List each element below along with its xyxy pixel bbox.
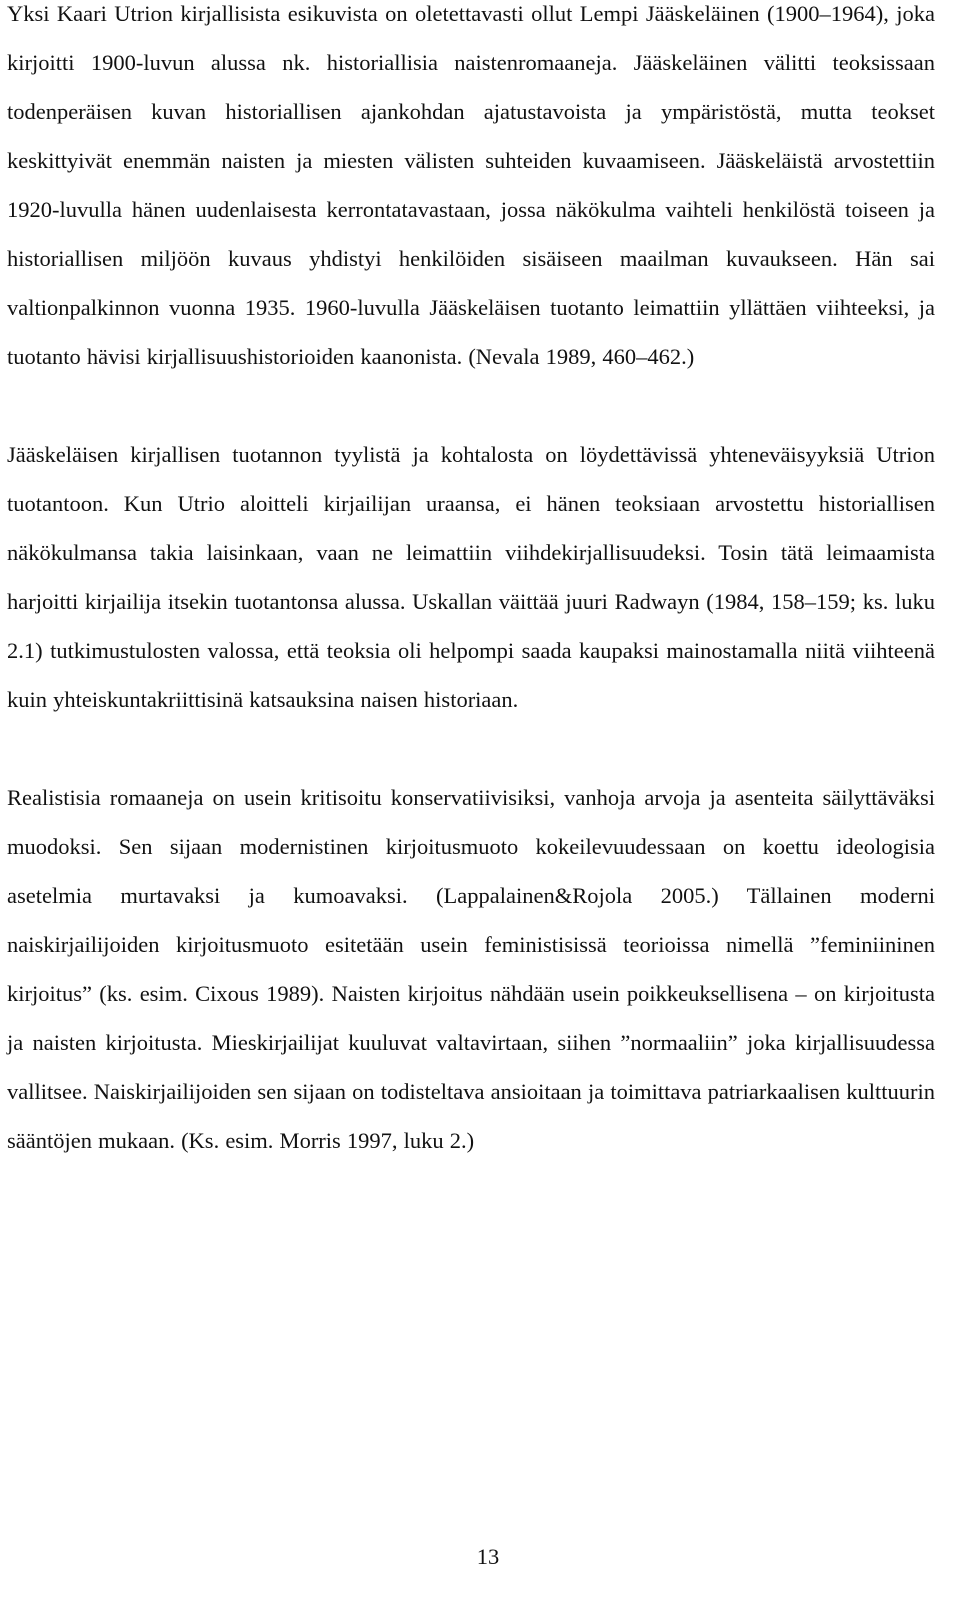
paragraph-realistic-novels: Realistisia romaaneja on usein kritisoitu konservatiivisiksi, vanhoja arvoja ja asenteita säilyttäväksi muodoksi. Sen sijaan modernistinen kirjoitusmuoto kokeilevuudessaan on koettu ideologisia asetelmia murtavaksi ja kumoavaksi. (Lappalainen&Rojola 2005.) Tällainen moderni naiskirjailijoiden kirjoitusmuoto esitetään usein feministisissä teorioissa nimellä ”feminiininen kirjoitus” (ks. esim. Cixous 1989). Naisten kirjoitus nähdään usein poikkeuksellisena – on kirjoitusta ja naisten kirjoitusta. Mieskirjailijat kuuluvat valtavirtaan, siihen ”normaaliin” joka kirjallisuudessa vallitsee. Naiskirjailijoiden sen sijaan on todisteltava ansioitaan ja toimittava patriarkaalisen kulttuurin sääntöjen mukaan. (Ks. esim. Morris 1997, luku 2.) <box>7 785 935 1153</box>
paragraph-jaaskelainen-intro: Yksi Kaari Utrion kirjallisista esikuvista on oletettavasti ollut Lempi Jääskeläinen (1900–1964), joka kirjoitti 1900-luvun alussa nk. historiallisia naistenromaaneja. Jääskeläinen välitti teoksissaan todenperäisen kuvan historiallisen ajankohdan ajatustavoista ja ympäristöstä, mutta teokset keskittyivät enemmän naisten ja miesten välisten suhteiden kuvaamiseen. Jääskeläistä arvostettiin 1920-luvulla hänen uudenlaisesta kerrontatavastaan, jossa näkökulma vaihteli henkilöstä toiseen ja historiallisen miljöön kuvaus yhdistyi henkilöiden sisäiseen maailman kuvaukseen. Hän sai valtionpalkinnon vuonna 1935. 1960-luvulla Jääskeläisen tuotanto leimattiin yllättäen viihteeksi, ja tuotanto hävisi kirjallisuushistorioiden kaanonista. (Nevala 1989, 460–462.) <box>7 1 935 369</box>
paragraph-utrio-comparison: Jääskeläisen kirjallisen tuotannon tyylistä ja kohtalosta on löydettävissä yhteneväisyyksiä Utrion tuotantoon. Kun Utrio aloitteli kirjailijan uraansa, ei hänen teoksiaan arvostettu historiallisen näkökulmansa takia laisinkaan, vaan ne leimattiin viihdekirjallisuudeksi. Tosin tätä leimaamista harjoitti kirjailija itsekin tuotantonsa alussa. Uskallan väittää juuri Radwayn (1984, 158–159; ks. luku 2.1) tutkimustulosten valossa, että teoksia oli helpompi saada kaupaksi mainostamalla niitä viihteenä kuin yhteiskuntakriittisinä katsauksina naisen historiaan. <box>7 442 935 712</box>
document-page <box>7 0 935 1165</box>
page-number: 13 <box>476 1544 500 1569</box>
